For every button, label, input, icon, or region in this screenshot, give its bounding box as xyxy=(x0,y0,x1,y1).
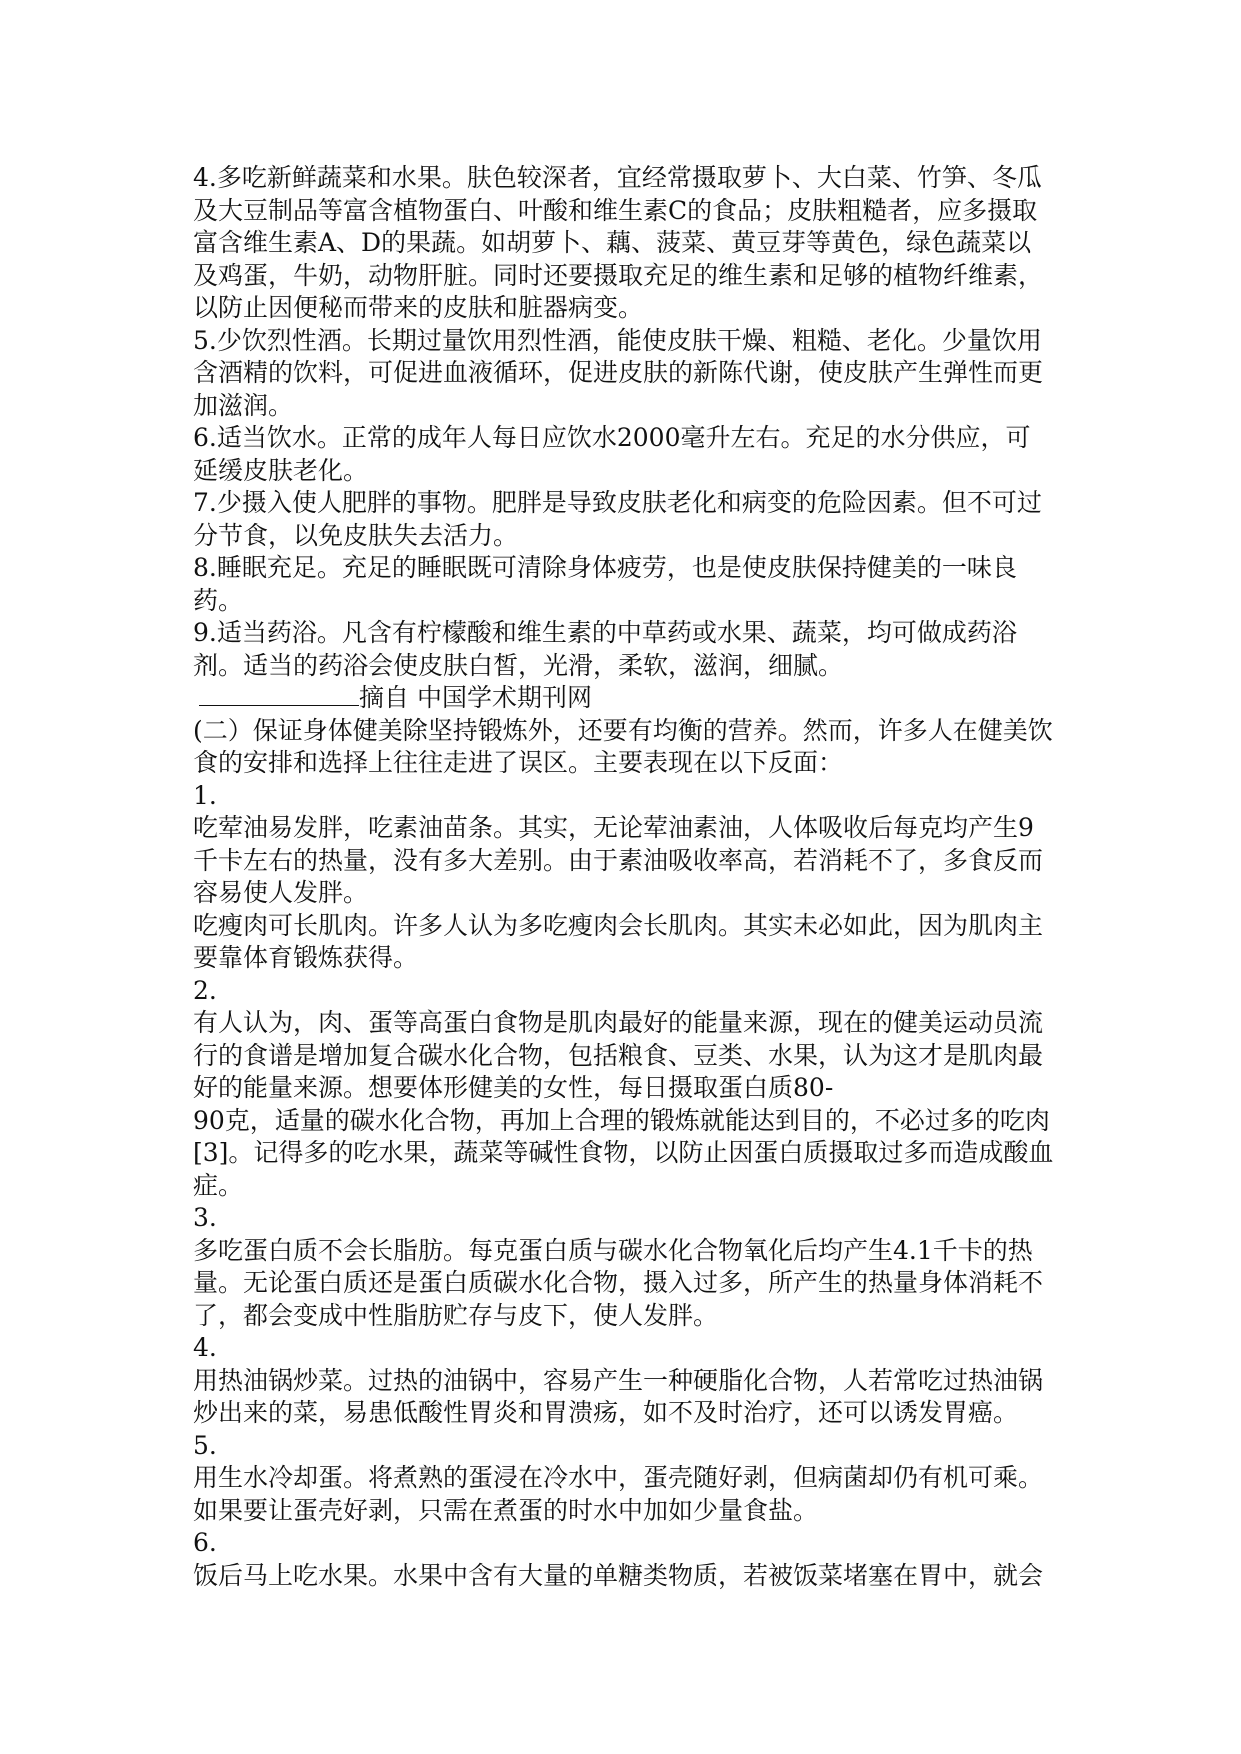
paragraph-lean-meat: 吃瘦肉可长肌肉。许多人认为多吃瘦肉会长肌肉。其实未必如此，因为肌肉主要靠体育锻炼获得。 xyxy=(193,910,1044,972)
list-number-4: 4. xyxy=(193,1333,217,1362)
paragraph-fruit-after-meal: 饭后马上吃水果。水果中含有大量的单糖类物质，若被饭菜堵塞在胃中，就会 xyxy=(193,1560,1044,1590)
paragraph-hot-oil: 用热油锅炒菜。过热的油锅中，容易产生一种硬脂化合物，人若常吃过热油锅炒出来的菜，易患低酸性胃炎和胃溃疡，如不及时治疗，还可以诱发胃癌。 xyxy=(193,1365,1044,1427)
list-number-5: 5. xyxy=(193,1430,217,1460)
paragraph-protein-fat: 多吃蛋白质不会长脂肪。每克蛋白质与碳水化合物氧化后均产生4.1千卡的热量。无论蛋白质还是蛋白质碳水化合物，摄入过多，所产生的热量身体消耗不了，都会变成中性脂肪贮存与皮下，使人发胖。 xyxy=(193,1235,1044,1330)
list-number-3: 3. xyxy=(193,1203,217,1232)
paragraph-egg-cooling: 用生水冷却蛋。将煮熟的蛋浸在冷水中，蛋壳随好剥，但病菌却仍有机可乘。如果要让蛋壳好剥，只需在煮蛋的时水中加如少量食盐。 xyxy=(193,1463,1044,1525)
section-intro: (二）保证身体健美除坚持锻炼外，还要有均衡的营养。然而，许多人在健美饮食的安排和选择上往往走进了误区。主要表现在以下反面： xyxy=(193,715,1053,777)
paragraph-item-6-water: 6.适当饮水。正常的成年人每日应饮水2000毫升左右。充足的水分供应，可延缓皮肤老化。 xyxy=(193,423,1031,485)
list-number-2: 2. xyxy=(193,975,217,1005)
paragraph-item-5-alcohol: 5.少饮烈性酒。长期过量饮用烈性酒，能使皮肤干燥、粗糙、老化。少量饮用含酒精的饮料，可促进血液循环，促进皮肤的新陈代谢，使皮肤产生弹性而更加滋润。 xyxy=(193,325,1044,420)
paragraph-oil: 吃荤油易发胖，吃素油苗条。其实，无论荤油素油，人体吸收后每克均产生9千卡左右的热量，没有多大差别。由于素油吸收率高，若消耗不了，多食反而容易使人发胖。 xyxy=(193,813,1044,907)
paragraph-item-7-obesity: 7.少摄入使人肥胖的事物。肥胖是导致皮肤老化和病变的危险因素。但不可过分节食，以免皮肤失去活力。 xyxy=(193,488,1042,550)
underline-blank xyxy=(199,683,359,706)
source-note-text: 摘自 中国学术期刊网 xyxy=(359,683,592,712)
source-note xyxy=(193,682,1055,715)
paragraph-item-8-sleep: 8.睡眠充足。充足的睡眠既可清除身体疲劳，也是使皮肤保持健美的一味良药。 xyxy=(193,553,1017,615)
paragraph-protein-energy-cont: 90克，适量的碳水化合物，再加上合理的锻炼就能达到目的，不必过多的吃肉[3]。记得多的吃水果，蔬菜等碱性食物，以防止因蛋白质摄取过多而造成酸血症。 xyxy=(193,1105,1054,1200)
paragraph-item-9-bath: 9.适当药浴。凡含有柠檬酸和维生素的中草药或水果、蔬菜，均可做成药浴剂。适当的药浴会使皮肤白皙，光滑，柔软，滋润，细腻。 xyxy=(193,618,1017,680)
list-number-6: 6. xyxy=(193,1528,217,1557)
document-body xyxy=(193,162,1055,1592)
paragraph-protein-energy: 有人认为，肉、蛋等高蛋白食物是肌肉最好的能量来源，现在的健美运动员流行的食谱是增加复合碳水化合物，包括粮食、豆类、水果，认为这才是肌肉最好的能量来源。想要体形健美的女性，每日摄取蛋白质80- xyxy=(193,1008,1044,1102)
list-number-1: 1. xyxy=(193,780,217,810)
paragraph-item-4-vegetables: 4.多吃新鲜蔬菜和水果。肤色较深者，宜经常摄取萝卜、大白菜、竹笋、冬瓜及大豆制品等富含植物蛋白、叶酸和维生素C的食品；皮肤粗糙者，应多摄取富含维生素A、D的果蔬。如胡萝卜、藕、菠菜、黄豆芽等黄色，绿色蔬菜以及鸡蛋，牛奶，动物肝脏。同时还要摄取充足的维生素和足够的植物纤维素，以防止因便秘而带来的皮肤和脏器病变。 xyxy=(193,163,1044,322)
